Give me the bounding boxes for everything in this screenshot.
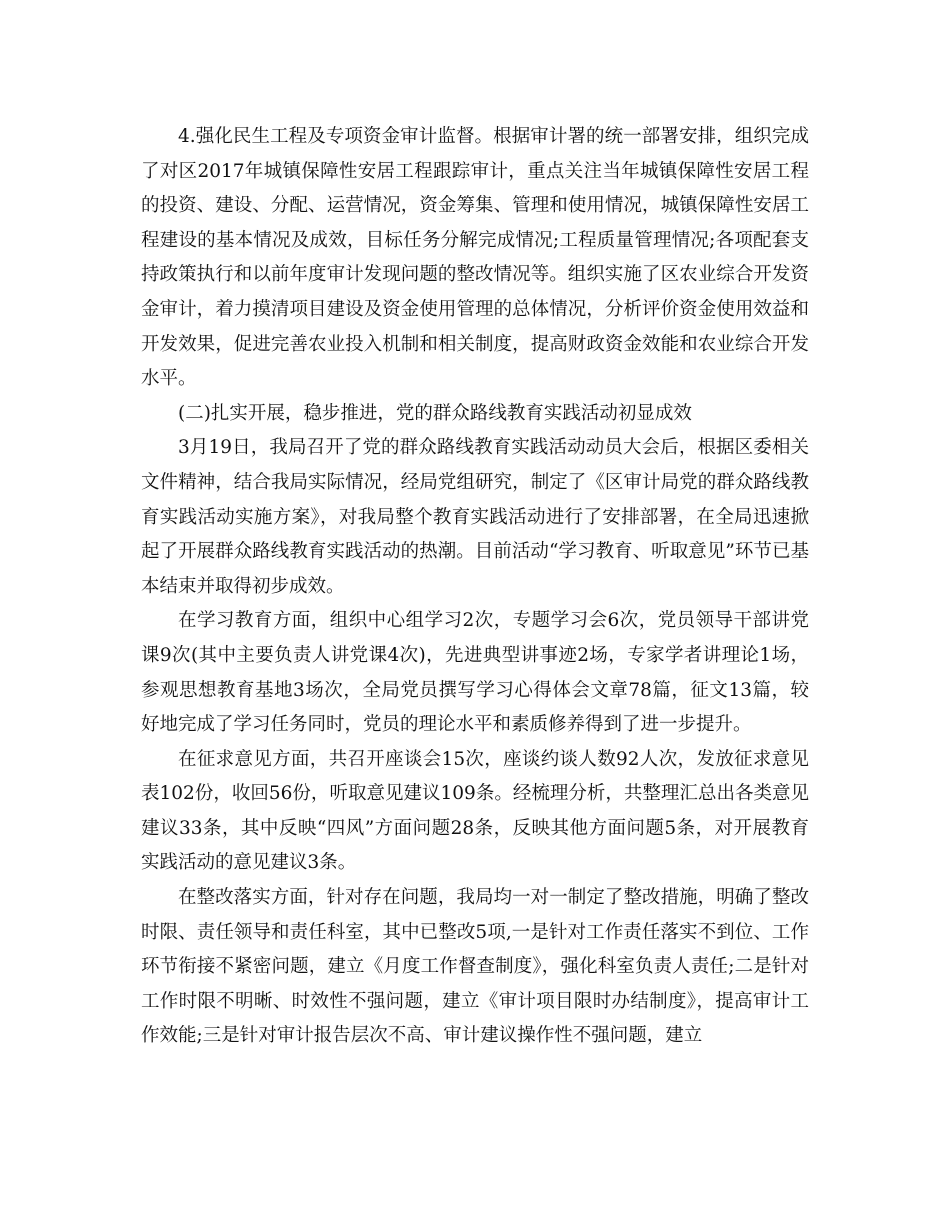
paragraph-study-education: 在学习教育方面，组织中心组学习2次，专题学习会6次，党员领导干部讲党课9次(其中主要负责人讲党课4次)，先进典型讲事迹2场，专家学者讲理论1场，参观思想教育基地3场次，全局党员撰写学习心得体会文章78篇，征文13篇，较好地完成了学习任务同时，党员的理论水平和素质修养得到了进一步提升。 bbox=[141, 610, 809, 736]
paragraph-mobilization-meeting: 3月19日，我局召开了党的群众路线教育实践活动动员大会后，根据区委相关文件精神，结合我局实际情况，经局党组研究，制定了《区审计局党的群众路线教育实践活动实施方案》，对我局整个教育实践活动进行了安排部署，在全局迅速掀起了开展群众路线教育实践活动的热潮。目前活动“学习教育、听取意见”环节已基本结束并取得初步成效。 bbox=[141, 437, 809, 597]
paragraph-livelihood-audit: 4.强化民生工程及专项资金审计监督。根据审计署的统一部署安排，组织完成了对区2017年城镇保障性安居工程跟踪审计，重点关注当年城镇保障性安居工程的投资、建设、分配、运营情况，资金筹集、管理和使用情况，城镇保障性安居工程建设的基本情况及成效，目标任务分解完成情况;工程质量管理情况;各项配套支持政策执行和以前年度审计发现问题的整改情况等。组织实施了区农业综合开发资金审计，着力摸清项目建设及资金使用管理的总体情况，分析评价资金使用效益和开发效果，促进完善农业投入机制和相关制度，提高财政资金效能和农业综合开发水平。 bbox=[141, 126, 809, 390]
section-heading-mass-line: (二)扎实开展，稳步推进，党的群众路线教育实践活动初显成效 bbox=[178, 402, 692, 424]
document-body bbox=[141, 120, 809, 1054]
paragraph-rectification: 在整改落实方面，针对存在问题，我局均一对一制定了整改措施，明确了整改时限、责任领导和责任科室，其中已整改5项,一是针对工作责任落实不到位、工作环节衔接不紧密问题，建立《月度工作督查制度》，强化科室负责人责任;二是针对工作时限不明晰、时效性不强问题，建立《审计项目限时办结制度》，提高审计工作效能;三是针对审计报告层次不高、审计建议操作性不强问题，建立 bbox=[141, 887, 809, 1047]
paragraph-soliciting-opinions: 在征求意见方面，共召开座谈会15次，座谈约谈人数92人次，发放征求意见表102份，收回56份，听取意见建议109条。经梳理分析，共整理汇总出各类意见建议33条，其中反映“四风”方面问题28条，反映其他方面问题5条，对开展教育实践活动的意见建议3条。 bbox=[141, 748, 809, 874]
